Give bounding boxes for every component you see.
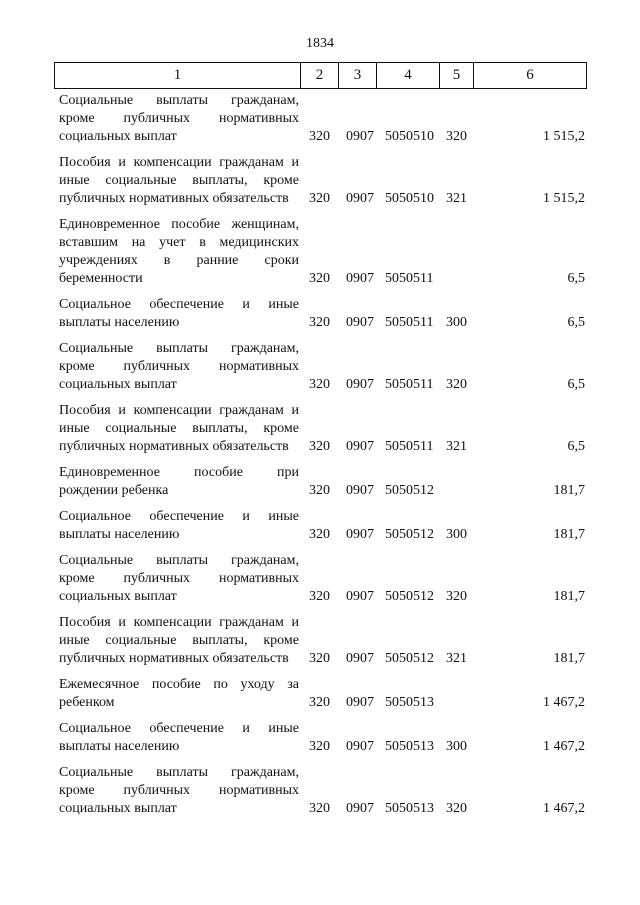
row-recipient-code: 320 bbox=[309, 271, 330, 286]
table-body bbox=[0, 92, 640, 826]
row-target-code: 5050513 bbox=[385, 695, 434, 710]
row-amount: 1 467,2 bbox=[543, 801, 585, 816]
row-target-code: 5050512 bbox=[385, 589, 434, 604]
row-section-code: 0907 bbox=[346, 315, 374, 330]
table-row bbox=[0, 464, 640, 500]
row-amount: 181,7 bbox=[553, 483, 585, 498]
column-header-row bbox=[55, 63, 587, 89]
row-recipient-code: 320 bbox=[309, 589, 330, 604]
row-target-code: 5050512 bbox=[385, 483, 434, 498]
row-expense-type-code: 300 bbox=[446, 739, 467, 754]
row-description: Социальные выплаты гражданам, кроме публичных нормативных социальных выплат bbox=[59, 341, 299, 392]
row-amount: 6,5 bbox=[567, 377, 585, 392]
row-amount: 1 515,2 bbox=[543, 191, 585, 206]
row-section-code: 0907 bbox=[346, 801, 374, 816]
table-row bbox=[0, 508, 640, 544]
row-recipient-code: 320 bbox=[309, 527, 330, 542]
row-description: Ежемесячное пособие по уходу за ребенком bbox=[59, 677, 299, 710]
row-recipient-code: 320 bbox=[309, 191, 330, 206]
column-header-5: 5 bbox=[440, 63, 474, 89]
table-row bbox=[0, 676, 640, 712]
table-row bbox=[0, 340, 640, 394]
row-target-code: 5050511 bbox=[385, 315, 434, 330]
row-amount: 181,7 bbox=[553, 527, 585, 542]
row-section-code: 0907 bbox=[346, 191, 374, 206]
row-amount: 181,7 bbox=[553, 589, 585, 604]
row-expense-type-code: 320 bbox=[446, 801, 467, 816]
row-expense-type-code: 321 bbox=[446, 439, 467, 454]
row-target-code: 5050511 bbox=[385, 377, 434, 392]
row-description: Социальное обеспечение и иные выплаты населению bbox=[59, 297, 299, 330]
row-expense-type-code: 320 bbox=[446, 129, 467, 144]
row-amount: 1 515,2 bbox=[543, 129, 585, 144]
row-amount: 6,5 bbox=[567, 439, 585, 454]
table-row bbox=[0, 614, 640, 668]
row-description: Единовременное пособие при рождении ребенка bbox=[59, 465, 299, 498]
row-expense-type-code: 320 bbox=[446, 377, 467, 392]
row-amount: 1 467,2 bbox=[543, 739, 585, 754]
row-target-code: 5050512 bbox=[385, 651, 434, 666]
row-amount: 1 467,2 bbox=[543, 695, 585, 710]
row-target-code: 5050510 bbox=[385, 191, 434, 206]
row-recipient-code: 320 bbox=[309, 129, 330, 144]
row-recipient-code: 320 bbox=[309, 483, 330, 498]
row-description: Пособия и компенсации гражданам и иные социальные выплаты, кроме публичных нормативных обязательств bbox=[59, 155, 299, 206]
row-expense-type-code: 300 bbox=[446, 315, 467, 330]
row-recipient-code: 320 bbox=[309, 739, 330, 754]
row-recipient-code: 320 bbox=[309, 695, 330, 710]
row-target-code: 5050513 bbox=[385, 739, 434, 754]
row-description: Социальные выплаты гражданам, кроме публичных нормативных социальных выплат bbox=[59, 765, 299, 816]
row-section-code: 0907 bbox=[346, 651, 374, 666]
table-row bbox=[0, 764, 640, 818]
row-section-code: 0907 bbox=[346, 695, 374, 710]
row-section-code: 0907 bbox=[346, 739, 374, 754]
row-section-code: 0907 bbox=[346, 377, 374, 392]
row-section-code: 0907 bbox=[346, 589, 374, 604]
column-header-table bbox=[54, 62, 587, 89]
row-expense-type-code: 321 bbox=[446, 191, 467, 206]
row-target-code: 5050511 bbox=[385, 271, 434, 286]
column-header-2: 2 bbox=[301, 63, 339, 89]
row-description: Пособия и компенсации гражданам и иные социальные выплаты, кроме публичных нормативных обязательств bbox=[59, 403, 299, 454]
row-expense-type-code: 300 bbox=[446, 527, 467, 542]
row-section-code: 0907 bbox=[346, 129, 374, 144]
row-description: Социальные выплаты гражданам, кроме публичных нормативных социальных выплат bbox=[59, 93, 299, 144]
row-recipient-code: 320 bbox=[309, 651, 330, 666]
row-description: Социальное обеспечение и иные выплаты населению bbox=[59, 509, 299, 542]
row-expense-type-code: 321 bbox=[446, 651, 467, 666]
row-target-code: 5050512 bbox=[385, 527, 434, 542]
row-amount: 6,5 bbox=[567, 271, 585, 286]
row-expense-type-code: 320 bbox=[446, 589, 467, 604]
table-row bbox=[0, 216, 640, 288]
page-number: 1834 bbox=[306, 36, 334, 51]
column-header-1: 1 bbox=[55, 63, 301, 89]
row-section-code: 0907 bbox=[346, 527, 374, 542]
row-section-code: 0907 bbox=[346, 439, 374, 454]
row-recipient-code: 320 bbox=[309, 315, 330, 330]
row-section-code: 0907 bbox=[346, 271, 374, 286]
row-target-code: 5050510 bbox=[385, 129, 434, 144]
table-row bbox=[0, 154, 640, 208]
table-row bbox=[0, 552, 640, 606]
row-description: Пособия и компенсации гражданам и иные социальные выплаты, кроме публичных нормативных обязательств bbox=[59, 615, 299, 666]
table-row bbox=[0, 402, 640, 456]
column-header-6: 6 bbox=[474, 63, 587, 89]
column-header-3: 3 bbox=[339, 63, 377, 89]
row-recipient-code: 320 bbox=[309, 377, 330, 392]
row-description: Социальное обеспечение и иные выплаты населению bbox=[59, 721, 299, 754]
row-description: Единовременное пособие женщинам, вставшим на учет в медицинских учреждениях в ранние сроки беременности bbox=[59, 217, 299, 286]
table-row bbox=[0, 296, 640, 332]
row-section-code: 0907 bbox=[346, 483, 374, 498]
row-amount: 6,5 bbox=[567, 315, 585, 330]
row-amount: 181,7 bbox=[553, 651, 585, 666]
row-target-code: 5050513 bbox=[385, 801, 434, 816]
table-row bbox=[0, 92, 640, 146]
column-header-4: 4 bbox=[377, 63, 440, 89]
row-target-code: 5050511 bbox=[385, 439, 434, 454]
table-row bbox=[0, 720, 640, 756]
row-recipient-code: 320 bbox=[309, 439, 330, 454]
row-recipient-code: 320 bbox=[309, 801, 330, 816]
row-description: Социальные выплаты гражданам, кроме публичных нормативных социальных выплат bbox=[59, 553, 299, 604]
